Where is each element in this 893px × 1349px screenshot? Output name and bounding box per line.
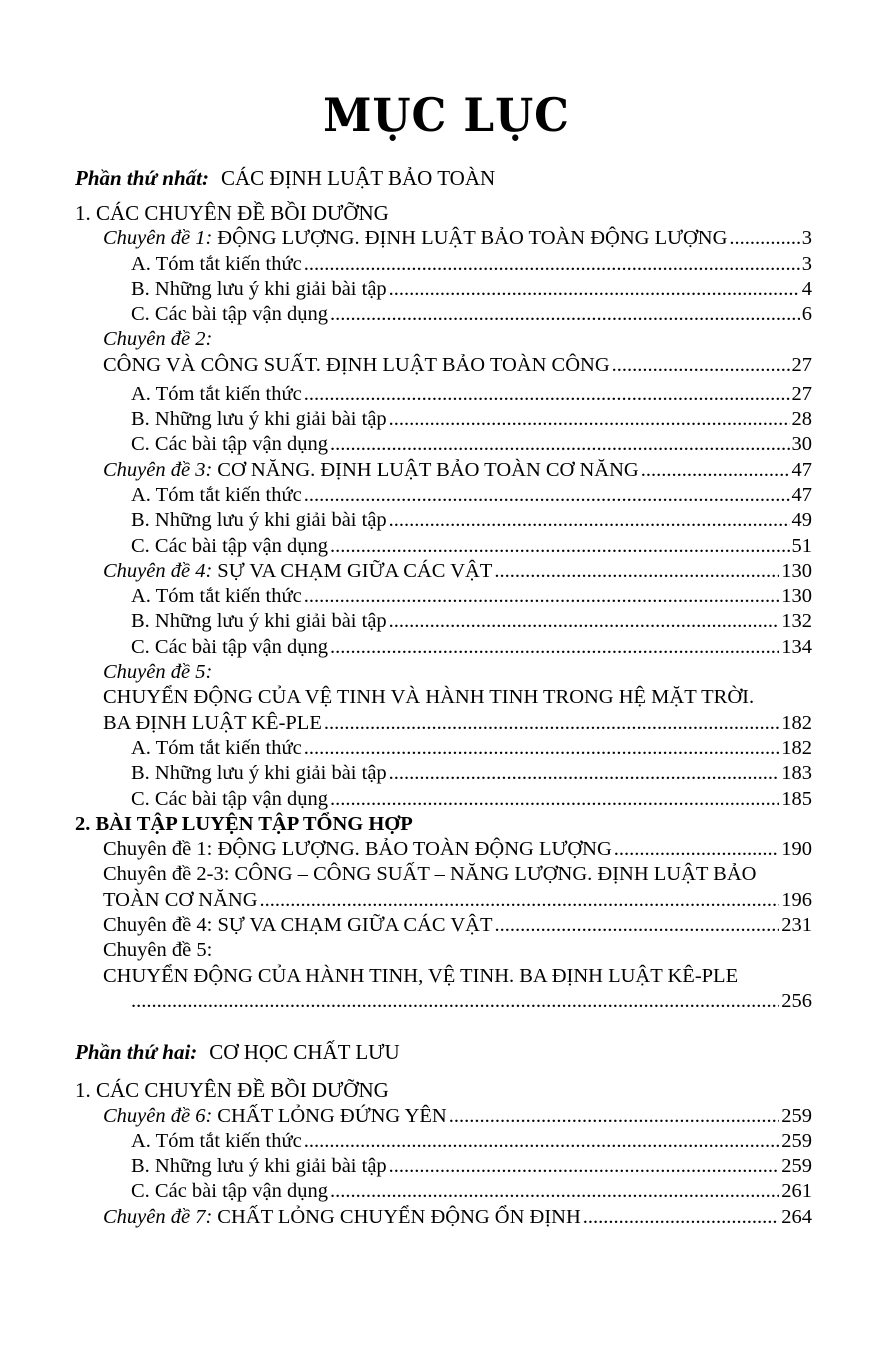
section-heading xyxy=(75,812,812,837)
page-number: 259 xyxy=(781,1155,812,1178)
page-number: 49 xyxy=(791,509,812,532)
toc-entry[interactable] xyxy=(75,252,812,277)
toc-entry[interactable] xyxy=(75,508,812,533)
dot-leader xyxy=(304,252,800,277)
dot-leader xyxy=(304,382,790,407)
entry-label: Chuyên đề 4: xyxy=(103,559,213,582)
dot-leader xyxy=(330,635,779,660)
toc-entry[interactable] xyxy=(75,432,812,457)
page-number: 27 xyxy=(791,382,812,405)
dot-leader xyxy=(389,508,790,533)
toc-entry[interactable] xyxy=(75,609,812,634)
entry-title: 2. BÀI TẬP LUYỆN TẬP TỔNG HỢP xyxy=(75,812,413,835)
page-number: 259 xyxy=(781,1129,812,1152)
toc-entry[interactable] xyxy=(75,382,812,407)
dot-leader xyxy=(330,1179,779,1204)
toc-entry xyxy=(75,660,812,685)
entry-title: Chuyên đề 4: SỰ VA CHẠM GIỮA CÁC VẬT xyxy=(103,914,493,937)
page-number: 256 xyxy=(781,989,812,1012)
entry-title: C. Các bài tập vận dụng xyxy=(131,635,328,658)
entry-label: Chuyên đề 7: xyxy=(103,1205,213,1228)
toc-entry[interactable] xyxy=(75,635,812,660)
entry-title: Chuyên đề 2-3: CÔNG – CÔNG SUẤT – NĂNG LƯỢNG. ĐỊNH LUẬT BẢO xyxy=(103,863,757,886)
section-heading xyxy=(75,1078,812,1103)
toc-entry[interactable] xyxy=(75,837,812,862)
entry-title: A. Tóm tắt kiến thức xyxy=(131,382,302,405)
toc-entry[interactable] xyxy=(75,761,812,786)
entry-title: 1. CÁC CHUYÊN ĐỀ BỒI DƯỠNG xyxy=(75,201,389,225)
table-of-contents xyxy=(75,165,812,1230)
entry-title: A. Tóm tắt kiến thức xyxy=(131,1129,302,1152)
page-number: 47 xyxy=(791,483,812,506)
toc-entry[interactable] xyxy=(75,1154,812,1179)
dot-leader xyxy=(304,584,780,609)
toc-entry xyxy=(75,964,812,989)
entry-title: A. Tóm tắt kiến thức xyxy=(131,585,302,608)
entry-title: ĐỘNG LƯỢNG. ĐỊNH LUẬT BẢO TOÀN ĐỘNG LƯỢNG xyxy=(217,227,728,250)
toc-entry[interactable] xyxy=(75,302,812,327)
toc-entry xyxy=(75,938,812,963)
toc-entry[interactable] xyxy=(75,458,812,483)
dot-leader xyxy=(389,761,780,786)
page-number: 261 xyxy=(781,1180,812,1203)
entry-title: CƠ HỌC CHẤT LƯU xyxy=(209,1040,400,1065)
dot-leader xyxy=(389,1154,780,1179)
section-heading xyxy=(75,201,812,226)
page-number: 134 xyxy=(781,635,812,658)
dot-leader xyxy=(304,483,790,508)
dot-leader xyxy=(330,302,800,327)
page-number: 130 xyxy=(781,559,812,582)
entry-title: C. Các bài tập vận dụng xyxy=(131,534,328,557)
part-heading xyxy=(75,1039,812,1078)
toc-entry[interactable] xyxy=(75,736,812,761)
dot-leader xyxy=(612,353,790,378)
entry-title: B. Những lưu ý khi giải bài tập xyxy=(131,762,387,785)
page-number: 27 xyxy=(791,353,812,376)
toc-entry[interactable] xyxy=(75,584,812,609)
toc-entry[interactable] xyxy=(75,1205,812,1230)
entry-title: Chuyên đề 1: ĐỘNG LƯỢNG. BẢO TOÀN ĐỘNG LƯỢNG xyxy=(103,838,612,861)
page-number: 264 xyxy=(781,1205,812,1228)
entry-label: Chuyên đề 1: xyxy=(103,227,213,250)
entry-title: C. Các bài tập vận dụng xyxy=(131,787,328,810)
entry-title: A. Tóm tắt kiến thức xyxy=(131,252,302,275)
page-number: 6 xyxy=(801,303,812,326)
toc-entry[interactable] xyxy=(75,353,812,382)
toc-entry[interactable] xyxy=(75,1179,812,1204)
entry-title: Chuyên đề 5: xyxy=(103,939,213,962)
entry-title: CƠ NĂNG. ĐỊNH LUẬT BẢO TOÀN CƠ NĂNG xyxy=(217,458,639,481)
page-number: 47 xyxy=(791,458,812,481)
page-number: 28 xyxy=(791,408,812,431)
entry-title: CHẤT LỎNG CHUYỂN ĐỘNG ỔN ĐỊNH xyxy=(217,1205,581,1228)
entry-title: A. Tóm tắt kiến thức xyxy=(131,736,302,759)
toc-entry[interactable] xyxy=(75,277,812,302)
dot-leader xyxy=(330,787,779,812)
dot-leader xyxy=(304,1129,780,1154)
dot-leader xyxy=(389,609,780,634)
dot-leader xyxy=(614,837,779,862)
dot-leader xyxy=(494,559,779,584)
entry-label: Phần thứ nhất: xyxy=(75,166,209,190)
page-number: 185 xyxy=(781,787,812,810)
toc-entry[interactable] xyxy=(75,1129,812,1154)
page-number: 259 xyxy=(781,1104,812,1127)
toc-entry[interactable] xyxy=(75,1104,812,1129)
dot-leader xyxy=(389,407,790,432)
page-number: 3 xyxy=(801,227,812,250)
page-number: 183 xyxy=(781,762,812,785)
entry-label: Chuyên đề 5: xyxy=(103,661,213,684)
entry-title: CHUYỂN ĐỘNG CỦA HÀNH TINH, VỆ TINH. BA ĐỊNH LUẬT KÊ-PLE xyxy=(103,964,739,987)
entry-title: A. Tóm tắt kiến thức xyxy=(131,483,302,506)
page-number: 130 xyxy=(781,585,812,608)
dot-leader xyxy=(641,458,790,483)
dot-leader xyxy=(324,711,779,736)
dot-leader xyxy=(583,1205,779,1230)
dot-leader xyxy=(330,534,790,559)
dot-leader xyxy=(131,989,779,1014)
entry-title: C. Các bài tập vận dụng xyxy=(131,433,328,456)
part-heading xyxy=(75,165,812,201)
entry-title: BA ĐỊNH LUẬT KÊ-PLE xyxy=(103,711,322,734)
entry-title: C. Các bài tập vận dụng xyxy=(131,1180,328,1203)
page-number: 30 xyxy=(791,433,812,456)
page-number: 182 xyxy=(781,711,812,734)
toc-entry[interactable] xyxy=(75,989,812,1014)
toc-entry[interactable] xyxy=(75,226,812,251)
entry-label: Chuyên đề 6: xyxy=(103,1104,213,1127)
entry-title: SỰ VA CHẠM GIỮA CÁC VẬT xyxy=(217,559,493,582)
entry-title: B. Những lưu ý khi giải bài tập xyxy=(131,610,387,633)
toc-entry xyxy=(75,862,812,887)
dot-leader xyxy=(389,277,800,302)
page-title: MỤC LỤC xyxy=(323,88,570,142)
dot-leader xyxy=(260,888,780,913)
toc-entry[interactable] xyxy=(75,888,812,913)
page-number: 132 xyxy=(781,610,812,633)
dot-leader xyxy=(304,736,780,761)
entry-title: CHUYỂN ĐỘNG CỦA VỆ TINH VÀ HÀNH TINH TRONG HỆ MẶT TRỜI. xyxy=(103,686,755,709)
dot-leader xyxy=(729,226,799,251)
entry-title: 1. CÁC CHUYÊN ĐỀ BỒI DƯỠNG xyxy=(75,1078,389,1103)
entry-title: B. Những lưu ý khi giải bài tập xyxy=(131,1155,387,1178)
page-number: 196 xyxy=(781,888,812,911)
toc-entry[interactable] xyxy=(75,483,812,508)
toc-entry[interactable] xyxy=(75,559,812,584)
entry-label: Chuyên đề 3: xyxy=(103,458,213,481)
entry-title: CHẤT LỎNG ĐỨNG YÊN xyxy=(217,1104,447,1127)
page-number: 231 xyxy=(781,914,812,937)
page-number: 190 xyxy=(781,838,812,861)
entry-title: C. Các bài tập vận dụng xyxy=(131,303,328,326)
entry-title: B. Những lưu ý khi giải bài tập xyxy=(131,509,387,532)
toc-entry xyxy=(75,685,812,710)
page-number: 3 xyxy=(801,252,812,275)
page-number: 51 xyxy=(791,534,812,557)
entry-title: CÔNG VÀ CÔNG SUẤT. ĐỊNH LUẬT BẢO TOÀN CÔNG xyxy=(103,353,610,376)
page-number: 4 xyxy=(801,277,812,300)
toc-entry xyxy=(75,327,812,352)
toc-entry[interactable] xyxy=(75,534,812,559)
entry-title: B. Những lưu ý khi giải bài tập xyxy=(131,408,387,431)
toc-entry[interactable] xyxy=(75,407,812,432)
entry-label: Phần thứ hai: xyxy=(75,1040,198,1065)
entry-title: CÁC ĐỊNH LUẬT BẢO TOÀN xyxy=(220,166,496,190)
toc-entry[interactable] xyxy=(75,787,812,812)
page-number: 182 xyxy=(781,736,812,759)
entry-title: TOÀN CƠ NĂNG xyxy=(103,888,258,911)
dot-leader xyxy=(494,913,779,938)
dot-leader xyxy=(330,432,790,457)
entry-title: B. Những lưu ý khi giải bài tập xyxy=(131,277,387,300)
entry-label: Chuyên đề 2: xyxy=(103,328,213,351)
dot-leader xyxy=(449,1104,780,1129)
toc-entry[interactable] xyxy=(75,913,812,938)
toc-entry[interactable] xyxy=(75,711,812,736)
